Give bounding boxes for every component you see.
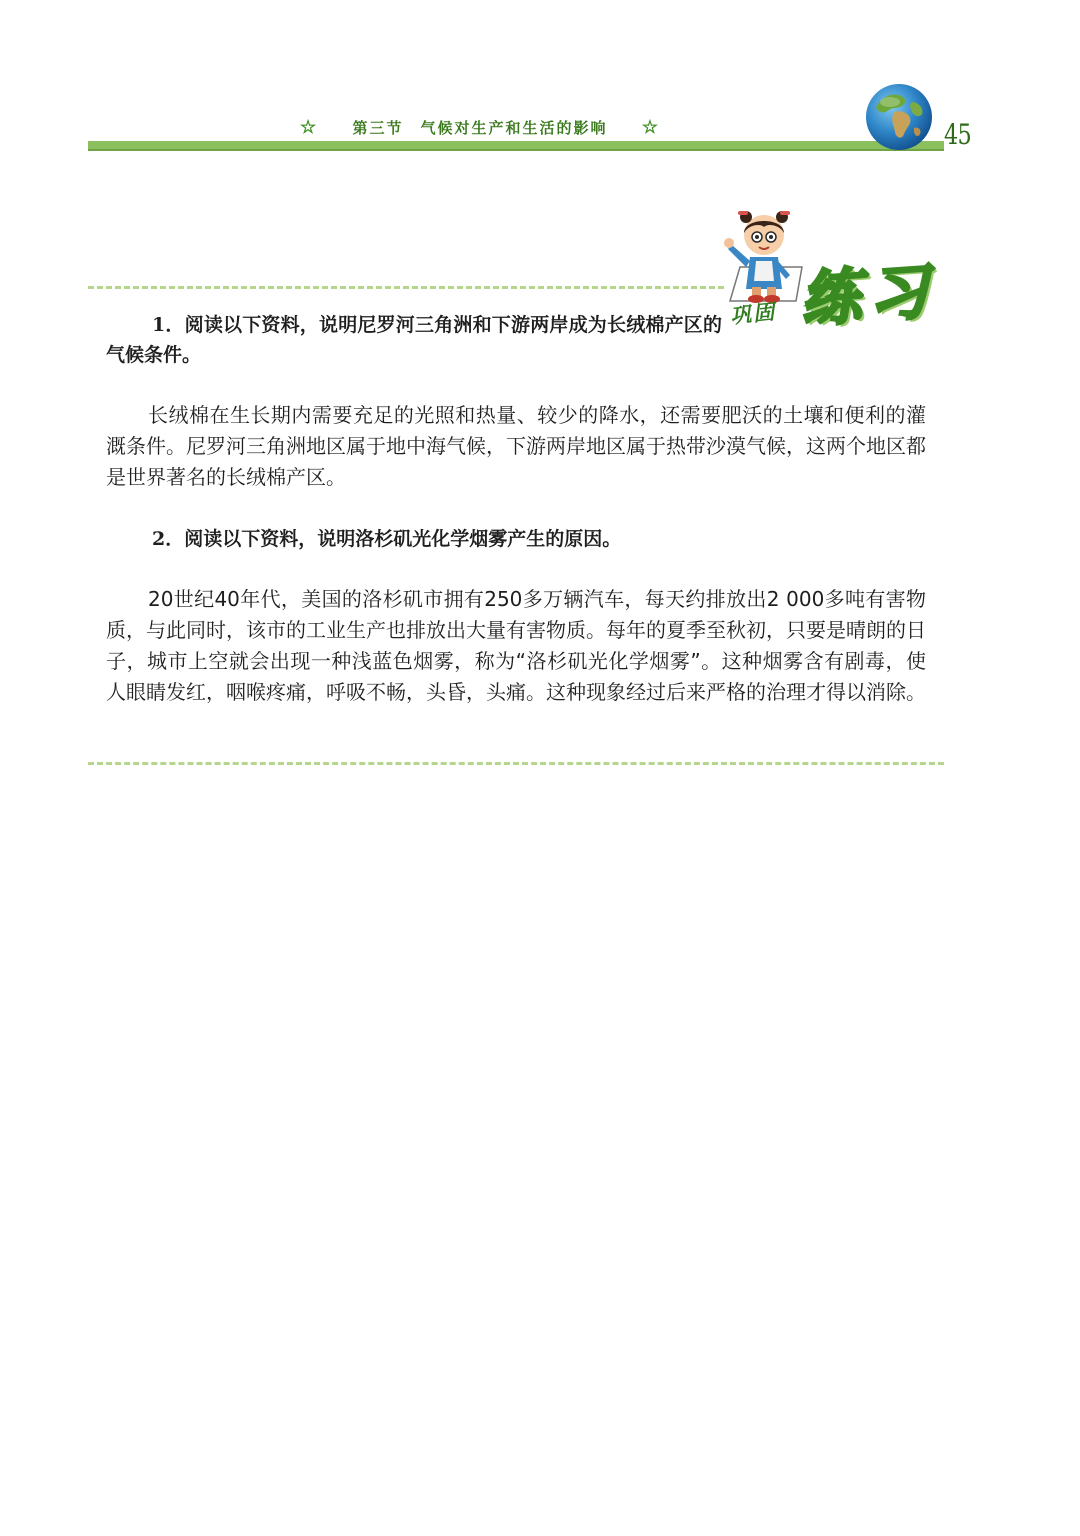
exercise-passage: 长绒棉在生长期内需要充足的光照和热量、较少的降水，还需要肥沃的土壤和便利的灌溉条件。尼罗河三角洲地区属于地中海气候，下游两岸地区属于热带沙漠气候，这两个地区都是世界著名的长绒棉产区。 bbox=[106, 403, 926, 489]
star-icon: ☆ bbox=[641, 116, 660, 138]
page-number: 45 bbox=[944, 118, 971, 151]
banner-label-small: 巩固 bbox=[728, 298, 778, 329]
dashed-divider-top bbox=[88, 286, 724, 289]
globe-icon bbox=[864, 82, 934, 152]
section-title: 第三节 气候对生产和生活的影响 bbox=[352, 118, 608, 137]
exercise-passage: 20世纪40年代，美国的洛杉矶市拥有250多万辆汽车，每天约排放出2 000多吨有害物质，与此同时，该市的工业生产也排放出大量有害物质。每年的夏季至秋初，只要是晴朗的日子，城市上空就会出现一种浅蓝色烟雾，称为“洛杉矶光化学烟雾”。这种烟雾含有剧毒，使人眼睛发红，咽喉疼痛，呼吸不畅，头昏，头痛。这种现象经过后来严格的治理才得以消除。 bbox=[106, 587, 926, 704]
banner-label-big: 练习 bbox=[798, 256, 939, 336]
exercise-question: 1．阅读以下资料，说明尼罗河三角洲和下游两岸成为长绒棉产区的气候条件。 bbox=[106, 314, 722, 366]
exercise-question: 2．阅读以下资料，说明洛杉矶光化学烟雾产生的原因。 bbox=[152, 528, 622, 550]
header-rule-shadow bbox=[88, 149, 944, 151]
running-header bbox=[300, 114, 660, 140]
dashed-divider-bottom bbox=[88, 762, 944, 765]
star-icon: ☆ bbox=[300, 116, 319, 138]
